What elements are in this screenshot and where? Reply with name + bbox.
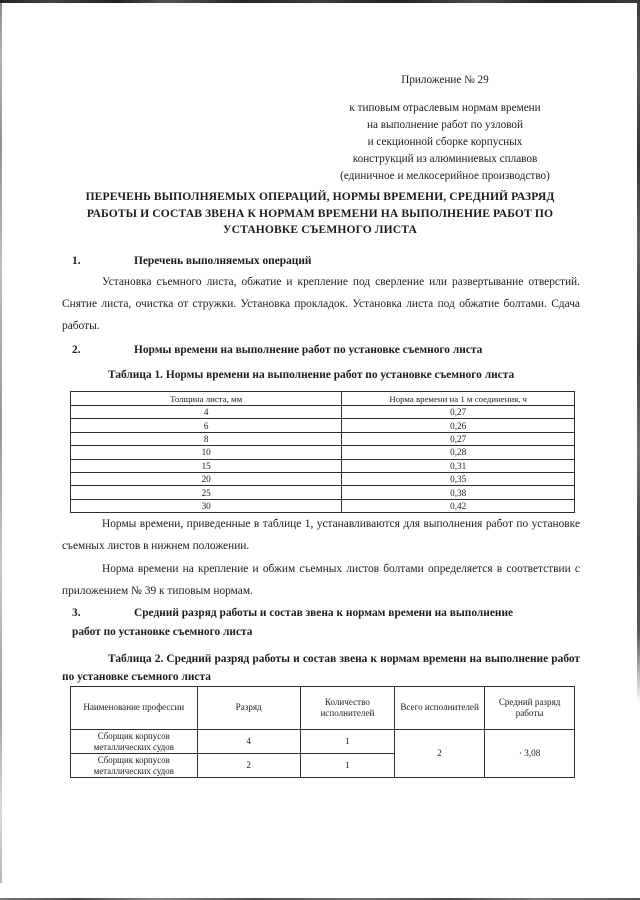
cell-time-norm: 0,26 [342,419,575,432]
header-ref-line-3: и секционной сборке корпусных [367,136,523,148]
section-title-3: Средний разряд работы и состав звена к нормам времени на выполнение [134,607,514,619]
cell-thickness: 20 [71,472,342,485]
cell-thickness: 10 [71,446,342,459]
section-heading-2 [72,341,578,360]
cell-total-performers: 2 [394,730,484,778]
cell-time-norm: 0,35 [342,472,575,485]
cell-time-norm: 0,38 [342,486,575,499]
cell-profession: Сборщик корпусов металлических судов [71,754,198,778]
cell-thickness: 6 [71,419,342,432]
cell-time-norm: 0,42 [342,499,575,512]
cell-time-norm: 0,28 [342,446,575,459]
table-row [71,499,575,512]
table-2-caption: Таблица 2. Средний разряд работы и состав звена к нормам времени на выполнение работ по установке съемного листа [62,653,580,683]
column-header-rank: Разряд [197,687,300,730]
appendix-number: Приложение № 29 [401,74,489,86]
table-row [71,419,575,432]
table-row [71,472,575,485]
column-header-profession: Наименование профессии [71,687,198,730]
header-ref-line-2: на выполнение работ по узловой [367,119,523,131]
cell-time-norm: 0,27 [342,406,575,419]
table-row [71,730,575,754]
table-row [71,446,575,459]
table-row [71,406,575,419]
table-header-row [71,392,575,406]
paragraph-norms-note: Нормы времени, приведенные в таблице 1, устанавливаются для выполнения работ по установке съемных листов в нижнем положении. [62,518,580,552]
section-number-1: 1. [72,255,81,267]
cell-time-norm: 0,27 [342,432,575,445]
header-ref-line-1: к типовым отраслевым нормам времени [349,102,541,114]
section-title-3-continued: работ по установке съемного листа [72,626,253,638]
cell-profession: Сборщик корпусов металлических судов [71,730,198,754]
header-ref-line-4: конструкций из алюминиевых сплавов [352,153,538,165]
column-header-total-performers: Всего исполнителей [394,687,484,730]
table-row [71,486,575,499]
column-header-time-norm: Норма времени на 1 м соединения, ч [342,392,575,406]
scan-edge-top [0,0,640,3]
table-1-caption: Таблица 1. Нормы времени на выполнение работ по установке съемного листа [108,369,515,381]
column-header-performer-count: Количество исполнителей [300,687,394,730]
cell-thickness: 8 [71,432,342,445]
cell-average-rank: · 3,08 [485,730,575,778]
section-title-1: Перечень выполняемых операций [134,255,312,267]
paragraph-bolts-note: Норма времени на крепление и обжим съемных листов болтами определяется в соответствии с приложением № 39 к типовым нормам. [62,563,580,597]
table-time-norms [70,391,575,513]
cell-rank: 2 [197,754,300,778]
table-row [71,432,575,445]
cell-thickness: 15 [71,459,342,472]
section-heading-3 [72,604,578,642]
table-row [71,459,575,472]
cell-thickness: 25 [71,486,342,499]
section-number-3: 3. [72,607,81,619]
scan-edge-left [0,3,2,883]
column-header-thickness: Толщина листа, мм [71,392,342,406]
table-header-row [71,687,575,730]
cell-rank: 4 [197,730,300,754]
cell-performer-count: 1 [300,754,394,778]
cell-thickness: 4 [71,406,342,419]
cell-time-norm: 0,31 [342,459,575,472]
section-number-2: 2. [72,344,81,356]
table-crew-composition [70,686,575,778]
cell-performer-count: 1 [300,730,394,754]
page-title: ПЕРЕЧЕНЬ ВЫПОЛНЯЕМЫХ ОПЕРАЦИЙ, НОРМЫ ВРЕМЕНИ, СРЕДНИЙ РАЗРЯД РАБОТЫ И СОСТАВ ЗВЕНА К НОРМАМ ВРЕМЕНИ НА ВЫПОЛНЕНИЕ РАБОТ ПО УСТАНОВКЕ СЪЕМНОГО ЛИСТА [85,190,555,236]
header-ref-line-5: (единичное и мелкосерийное производство) [340,170,550,182]
cell-thickness: 30 [71,499,342,512]
document-header [300,72,590,185]
column-header-average-rank: Средний разряд работы [485,687,575,730]
section-heading-1 [72,252,578,271]
section-title-2: Нормы времени на выполнение работ по установке съемного листа [134,344,483,356]
paragraph-operations: Установка съемного листа, обжатие и крепление под сверление или развертывание отверстий. Снятие листа, очистка от стружки. Установка прокладок. Установка листа под обжатие болтами. Сдача работы. [62,276,580,332]
